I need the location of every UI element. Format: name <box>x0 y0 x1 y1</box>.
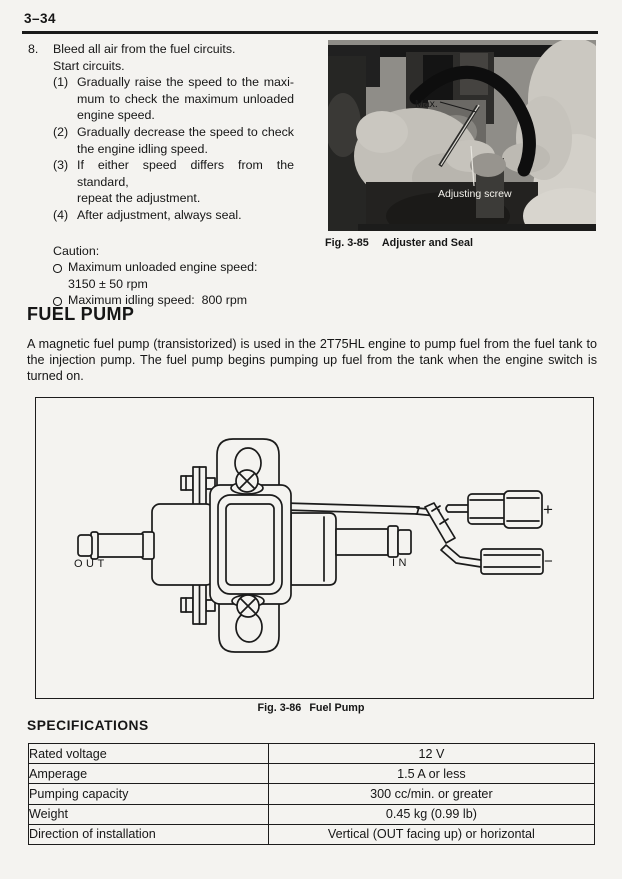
step-row <box>53 74 294 124</box>
spec-item-cell: Pumping capacity <box>29 784 269 804</box>
specifications-heading: SPECIFICATIONS <box>27 718 149 733</box>
fig-3-86-caption <box>0 702 622 714</box>
paragraph-line: A magnetic fuel pump (transistorized) is used in the 2T75HL engine to pump fuel from the fuel tank to <box>27 337 597 351</box>
photo-label-max: Max. <box>415 98 438 110</box>
caution-item <box>53 259 294 292</box>
specifications-table <box>28 743 595 845</box>
negative-connector <box>481 549 543 574</box>
step-line: engine speed. <box>77 108 155 123</box>
spec-row <box>29 784 595 804</box>
paragraph-line: turned on. <box>27 369 84 384</box>
spec-row <box>29 744 595 764</box>
diagram-label-plus: + <box>543 500 553 519</box>
diagram-label-minus: − <box>544 553 553 570</box>
fuel-pump-figure-box <box>35 397 594 699</box>
spec-value-cell: 1.5 A or less <box>268 764 594 784</box>
spec-item-cell: Direction of installation <box>29 824 269 844</box>
fuel-pump-diagram <box>36 398 592 697</box>
step-list <box>53 74 294 223</box>
fig-title: Adjuster and Seal <box>381 237 474 249</box>
adjuster-photo-image <box>328 40 596 231</box>
diagram-label-in: IN <box>392 557 410 569</box>
pump-center-frame <box>210 485 291 604</box>
fuel-pump-paragraph <box>27 336 597 385</box>
fig-title: Fuel Pump <box>309 702 365 714</box>
step-row <box>53 124 294 157</box>
spec-item-cell: Weight <box>29 804 269 824</box>
step-number: (3) <box>53 158 69 173</box>
caution-block <box>53 243 294 309</box>
caution-title: Caution: <box>53 243 100 258</box>
adjuster-photo <box>328 40 596 231</box>
spec-value-cell: Vertical (OUT facing up) or horizontal <box>268 824 594 844</box>
step-line: mum to check the maximum unloaded <box>77 91 294 106</box>
header-rule <box>22 31 598 34</box>
spec-value-cell: 0.45 kg (0.99 lb) <box>268 804 594 824</box>
spec-item-cell: Rated voltage <box>29 744 269 764</box>
step-row <box>53 207 294 224</box>
spec-value-cell: 12 V <box>268 744 594 764</box>
step-number: (1) <box>53 75 69 90</box>
step-line: After adjustment, always seal. <box>77 207 242 222</box>
pump-right-body <box>291 513 411 585</box>
step-number: (4) <box>53 207 69 222</box>
fuel-pump-heading: FUEL PUMP <box>27 304 135 324</box>
step-line: Gradually decrease the speed to check <box>77 124 294 139</box>
caution-line: 3150 ± 50 rpm <box>68 276 148 291</box>
bleed-air-section <box>28 41 294 309</box>
intro-line: Start circuits. <box>53 58 125 73</box>
step-line: If either speed differs from the standard, <box>77 158 294 189</box>
fig-3-85-caption <box>325 237 473 249</box>
item-number: 8. <box>28 42 39 56</box>
step-line: repeat the adjustment. <box>77 191 201 206</box>
photo-label-adjusting-screw: Adjusting screw <box>438 188 512 200</box>
positive-connector <box>468 491 542 528</box>
intro-line: Bleed all air from the fuel circuits. <box>53 42 236 56</box>
circle-bullet-icon <box>53 259 68 292</box>
caution-line: Maximum idling speed: 800 rpm <box>68 293 248 308</box>
step-row <box>53 157 294 207</box>
fig-number: Fig. 3-85 <box>325 237 369 249</box>
spec-row <box>29 764 595 784</box>
page-number: 3–34 <box>24 11 57 26</box>
spec-value-cell: 300 cc/min. or greater <box>268 784 594 804</box>
fig-number: Fig. 3-86 <box>257 702 302 714</box>
pump-left-body <box>78 504 214 585</box>
step-line: the engine idling speed. <box>77 141 208 156</box>
step-number: (2) <box>53 124 69 139</box>
paragraph-line: the injection pump. The fuel pump begins pumping up fuel from the tank when the engine switch is <box>27 353 597 368</box>
diagram-label-out: OUT <box>74 558 108 570</box>
caution-line: Maximum unloaded engine speed: <box>68 260 258 275</box>
spec-row <box>29 804 595 824</box>
spec-item-cell: Amperage <box>29 764 269 784</box>
step-line: Gradually raise the speed to the maxi- <box>77 75 294 90</box>
spec-row <box>29 824 595 844</box>
